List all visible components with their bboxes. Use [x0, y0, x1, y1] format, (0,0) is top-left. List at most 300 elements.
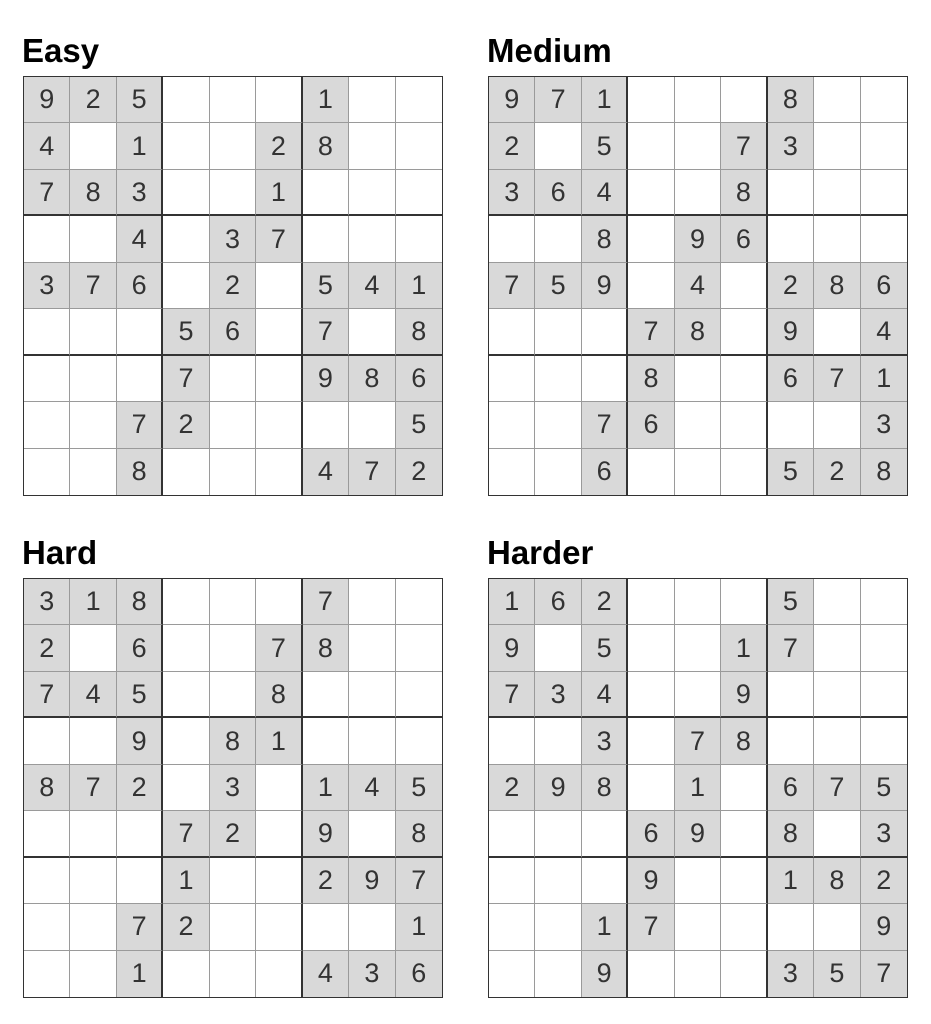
empty-cell[interactable] [256, 951, 302, 997]
given-cell: 2 [303, 858, 349, 904]
empty-cell[interactable] [349, 811, 395, 857]
empty-cell[interactable] [396, 216, 442, 262]
given-cell: 1 [721, 625, 767, 671]
given-cell: 7 [117, 904, 163, 950]
empty-cell[interactable] [768, 216, 814, 262]
given-cell: 8 [396, 309, 442, 355]
empty-cell[interactable] [535, 216, 581, 262]
empty-cell[interactable] [24, 811, 70, 857]
given-cell: 2 [210, 263, 256, 309]
empty-cell[interactable] [489, 216, 535, 262]
given-cell: 6 [396, 951, 442, 997]
given-cell: 2 [24, 625, 70, 671]
empty-cell[interactable] [628, 625, 674, 671]
given-cell: 7 [117, 402, 163, 448]
given-cell: 9 [489, 625, 535, 671]
empty-cell[interactable] [70, 123, 116, 169]
empty-cell[interactable] [349, 216, 395, 262]
empty-cell[interactable] [768, 672, 814, 718]
given-cell: 8 [303, 625, 349, 671]
empty-cell[interactable] [721, 263, 767, 309]
empty-cell[interactable] [721, 579, 767, 625]
given-cell: 3 [861, 811, 907, 857]
given-cell: 8 [675, 309, 721, 355]
given-cell: 9 [303, 356, 349, 402]
empty-cell[interactable] [721, 765, 767, 811]
given-cell: 2 [163, 402, 209, 448]
empty-cell[interactable] [814, 309, 860, 355]
given-cell: 6 [628, 811, 674, 857]
empty-cell[interactable] [721, 356, 767, 402]
given-cell: 7 [535, 77, 581, 123]
given-cell: 7 [24, 170, 70, 216]
puzzle-harder [488, 536, 908, 998]
empty-cell[interactable] [70, 904, 116, 950]
sudoku-grid [23, 578, 443, 998]
given-cell: 8 [396, 811, 442, 857]
given-cell: 3 [489, 170, 535, 216]
given-cell: 9 [675, 811, 721, 857]
given-cell: 9 [628, 858, 674, 904]
given-cell: 2 [489, 123, 535, 169]
empty-cell[interactable] [814, 170, 860, 216]
empty-cell[interactable] [163, 765, 209, 811]
given-cell: 5 [768, 579, 814, 625]
empty-cell[interactable] [70, 402, 116, 448]
empty-cell[interactable] [303, 216, 349, 262]
given-cell: 3 [582, 718, 628, 764]
empty-cell[interactable] [861, 216, 907, 262]
given-cell: 5 [396, 765, 442, 811]
empty-cell[interactable] [675, 672, 721, 718]
empty-cell[interactable] [628, 216, 674, 262]
empty-cell[interactable] [163, 216, 209, 262]
empty-cell[interactable] [210, 672, 256, 718]
empty-cell[interactable] [70, 309, 116, 355]
given-cell: 1 [675, 765, 721, 811]
given-cell: 4 [303, 951, 349, 997]
given-cell: 3 [210, 765, 256, 811]
empty-cell[interactable] [628, 765, 674, 811]
empty-cell[interactable] [489, 309, 535, 355]
empty-cell[interactable] [349, 672, 395, 718]
empty-cell[interactable] [24, 216, 70, 262]
empty-cell[interactable] [163, 170, 209, 216]
empty-cell[interactable] [349, 904, 395, 950]
empty-cell[interactable] [117, 858, 163, 904]
given-cell: 8 [24, 765, 70, 811]
given-cell: 1 [396, 904, 442, 950]
given-cell: 7 [163, 356, 209, 402]
empty-cell[interactable] [24, 402, 70, 448]
empty-cell[interactable] [535, 356, 581, 402]
empty-cell[interactable] [70, 625, 116, 671]
given-cell: 9 [582, 263, 628, 309]
empty-cell[interactable] [70, 858, 116, 904]
empty-cell[interactable] [210, 170, 256, 216]
given-cell: 8 [117, 449, 163, 495]
given-cell: 3 [768, 951, 814, 997]
empty-cell[interactable] [535, 718, 581, 764]
given-cell: 8 [117, 579, 163, 625]
empty-cell[interactable] [210, 356, 256, 402]
empty-cell[interactable] [256, 356, 302, 402]
empty-cell[interactable] [70, 811, 116, 857]
given-cell: 2 [210, 811, 256, 857]
empty-cell[interactable] [303, 718, 349, 764]
empty-cell[interactable] [210, 625, 256, 671]
given-cell: 9 [489, 77, 535, 123]
empty-cell[interactable] [721, 811, 767, 857]
empty-cell[interactable] [396, 579, 442, 625]
empty-cell[interactable] [349, 579, 395, 625]
empty-cell[interactable] [721, 951, 767, 997]
given-cell: 4 [861, 309, 907, 355]
empty-cell[interactable] [675, 951, 721, 997]
given-cell: 6 [210, 309, 256, 355]
empty-cell[interactable] [861, 625, 907, 671]
given-cell: 3 [210, 216, 256, 262]
empty-cell[interactable] [256, 811, 302, 857]
empty-cell[interactable] [256, 77, 302, 123]
given-cell: 7 [70, 765, 116, 811]
given-cell: 8 [582, 765, 628, 811]
given-cell: 1 [396, 263, 442, 309]
empty-cell[interactable] [628, 951, 674, 997]
given-cell: 5 [768, 449, 814, 495]
empty-cell[interactable] [814, 625, 860, 671]
empty-cell[interactable] [70, 449, 116, 495]
empty-cell[interactable] [675, 858, 721, 904]
given-cell: 1 [582, 904, 628, 950]
empty-cell[interactable] [535, 904, 581, 950]
empty-cell[interactable] [396, 625, 442, 671]
empty-cell[interactable] [163, 77, 209, 123]
empty-cell[interactable] [814, 718, 860, 764]
given-cell: 6 [861, 263, 907, 309]
empty-cell[interactable] [256, 858, 302, 904]
empty-cell[interactable] [210, 858, 256, 904]
empty-cell[interactable] [861, 77, 907, 123]
empty-cell[interactable] [535, 858, 581, 904]
given-cell: 3 [535, 672, 581, 718]
given-cell: 8 [721, 170, 767, 216]
empty-cell[interactable] [117, 309, 163, 355]
given-cell: 8 [303, 123, 349, 169]
empty-cell[interactable] [489, 449, 535, 495]
empty-cell[interactable] [303, 904, 349, 950]
empty-cell[interactable] [721, 904, 767, 950]
empty-cell[interactable] [861, 123, 907, 169]
empty-cell[interactable] [349, 309, 395, 355]
given-cell: 8 [861, 449, 907, 495]
given-cell: 1 [861, 356, 907, 402]
empty-cell[interactable] [163, 449, 209, 495]
given-cell: 9 [675, 216, 721, 262]
given-cell: 5 [117, 77, 163, 123]
puzzle-title: Easy [22, 32, 100, 69]
given-cell: 8 [582, 216, 628, 262]
empty-cell[interactable] [675, 77, 721, 123]
empty-cell[interactable] [675, 356, 721, 402]
empty-cell[interactable] [349, 625, 395, 671]
empty-cell[interactable] [303, 170, 349, 216]
given-cell: 2 [582, 579, 628, 625]
given-cell: 4 [24, 123, 70, 169]
empty-cell[interactable] [721, 77, 767, 123]
given-cell: 6 [768, 765, 814, 811]
given-cell: 6 [117, 625, 163, 671]
given-cell: 3 [861, 402, 907, 448]
empty-cell[interactable] [535, 309, 581, 355]
given-cell: 7 [489, 672, 535, 718]
empty-cell[interactable] [814, 579, 860, 625]
given-cell: 4 [349, 765, 395, 811]
empty-cell[interactable] [210, 402, 256, 448]
given-cell: 4 [675, 263, 721, 309]
puzzle-medium [488, 34, 908, 496]
empty-cell[interactable] [489, 718, 535, 764]
puzzle-title: Medium [487, 32, 612, 69]
given-cell: 5 [861, 765, 907, 811]
empty-cell[interactable] [70, 951, 116, 997]
empty-cell[interactable] [628, 579, 674, 625]
empty-cell[interactable] [70, 718, 116, 764]
empty-cell[interactable] [861, 672, 907, 718]
sudoku-grid [488, 578, 908, 998]
given-cell: 1 [117, 123, 163, 169]
empty-cell[interactable] [861, 579, 907, 625]
empty-cell[interactable] [721, 309, 767, 355]
empty-cell[interactable] [768, 170, 814, 216]
given-cell: 6 [535, 170, 581, 216]
given-cell: 7 [768, 625, 814, 671]
empty-cell[interactable] [675, 449, 721, 495]
puzzle-easy [23, 34, 443, 496]
given-cell: 3 [24, 263, 70, 309]
empty-cell[interactable] [210, 449, 256, 495]
given-cell: 7 [396, 858, 442, 904]
empty-cell[interactable] [163, 579, 209, 625]
empty-cell[interactable] [582, 811, 628, 857]
empty-cell[interactable] [396, 123, 442, 169]
empty-cell[interactable] [256, 449, 302, 495]
given-cell: 8 [768, 811, 814, 857]
empty-cell[interactable] [256, 263, 302, 309]
empty-cell[interactable] [70, 356, 116, 402]
empty-cell[interactable] [303, 402, 349, 448]
empty-cell[interactable] [117, 811, 163, 857]
given-cell: 1 [303, 765, 349, 811]
empty-cell[interactable] [256, 904, 302, 950]
given-cell: 7 [70, 263, 116, 309]
given-cell: 4 [303, 449, 349, 495]
empty-cell[interactable] [349, 402, 395, 448]
empty-cell[interactable] [535, 951, 581, 997]
empty-cell[interactable] [396, 718, 442, 764]
given-cell: 9 [24, 77, 70, 123]
given-cell: 6 [628, 402, 674, 448]
empty-cell[interactable] [582, 309, 628, 355]
given-cell: 9 [349, 858, 395, 904]
given-cell: 1 [489, 579, 535, 625]
empty-cell[interactable] [256, 765, 302, 811]
empty-cell[interactable] [349, 77, 395, 123]
empty-cell[interactable] [721, 858, 767, 904]
empty-cell[interactable] [721, 449, 767, 495]
given-cell: 8 [814, 263, 860, 309]
empty-cell[interactable] [210, 123, 256, 169]
empty-cell[interactable] [210, 77, 256, 123]
empty-cell[interactable] [628, 449, 674, 495]
given-cell: 7 [24, 672, 70, 718]
empty-cell[interactable] [814, 811, 860, 857]
given-cell: 7 [163, 811, 209, 857]
given-cell: 6 [768, 356, 814, 402]
empty-cell[interactable] [721, 402, 767, 448]
given-cell: 9 [861, 904, 907, 950]
empty-cell[interactable] [628, 672, 674, 718]
empty-cell[interactable] [163, 951, 209, 997]
empty-cell[interactable] [768, 718, 814, 764]
empty-cell[interactable] [396, 170, 442, 216]
empty-cell[interactable] [24, 951, 70, 997]
empty-cell[interactable] [675, 579, 721, 625]
empty-cell[interactable] [814, 402, 860, 448]
given-cell: 2 [489, 765, 535, 811]
empty-cell[interactable] [675, 904, 721, 950]
empty-cell[interactable] [814, 123, 860, 169]
given-cell: 6 [721, 216, 767, 262]
empty-cell[interactable] [768, 402, 814, 448]
given-cell: 6 [117, 263, 163, 309]
empty-cell[interactable] [396, 77, 442, 123]
given-cell: 5 [163, 309, 209, 355]
given-cell: 5 [535, 263, 581, 309]
empty-cell[interactable] [256, 402, 302, 448]
empty-cell[interactable] [535, 402, 581, 448]
empty-cell[interactable] [24, 356, 70, 402]
empty-cell[interactable] [628, 718, 674, 764]
empty-cell[interactable] [117, 356, 163, 402]
empty-cell[interactable] [163, 263, 209, 309]
given-cell: 7 [489, 263, 535, 309]
empty-cell[interactable] [349, 170, 395, 216]
empty-cell[interactable] [535, 625, 581, 671]
empty-cell[interactable] [675, 170, 721, 216]
empty-cell[interactable] [303, 672, 349, 718]
given-cell: 2 [861, 858, 907, 904]
given-cell: 2 [70, 77, 116, 123]
empty-cell[interactable] [489, 904, 535, 950]
empty-cell[interactable] [489, 356, 535, 402]
empty-cell[interactable] [861, 718, 907, 764]
empty-cell[interactable] [24, 858, 70, 904]
empty-cell[interactable] [256, 309, 302, 355]
empty-cell[interactable] [70, 216, 116, 262]
given-cell: 4 [582, 170, 628, 216]
given-cell: 4 [582, 672, 628, 718]
empty-cell[interactable] [349, 123, 395, 169]
given-cell: 1 [117, 951, 163, 997]
empty-cell[interactable] [349, 718, 395, 764]
given-cell: 9 [535, 765, 581, 811]
given-cell: 9 [582, 951, 628, 997]
empty-cell[interactable] [675, 123, 721, 169]
empty-cell[interactable] [628, 77, 674, 123]
empty-cell[interactable] [768, 904, 814, 950]
empty-cell[interactable] [163, 672, 209, 718]
empty-cell[interactable] [814, 77, 860, 123]
given-cell: 2 [256, 123, 302, 169]
empty-cell[interactable] [24, 904, 70, 950]
given-cell: 9 [303, 811, 349, 857]
empty-cell[interactable] [582, 858, 628, 904]
empty-cell[interactable] [489, 951, 535, 997]
given-cell: 3 [349, 951, 395, 997]
empty-cell[interactable] [24, 718, 70, 764]
empty-cell[interactable] [489, 811, 535, 857]
empty-cell[interactable] [256, 579, 302, 625]
given-cell: 1 [768, 858, 814, 904]
empty-cell[interactable] [210, 579, 256, 625]
empty-cell[interactable] [489, 402, 535, 448]
empty-cell[interactable] [675, 402, 721, 448]
empty-cell[interactable] [210, 951, 256, 997]
given-cell: 5 [814, 951, 860, 997]
empty-cell[interactable] [24, 309, 70, 355]
given-cell: 7 [303, 579, 349, 625]
given-cell: 2 [163, 904, 209, 950]
given-cell: 7 [349, 449, 395, 495]
given-cell: 2 [768, 263, 814, 309]
given-cell: 1 [163, 858, 209, 904]
given-cell: 8 [70, 170, 116, 216]
given-cell: 7 [582, 402, 628, 448]
empty-cell[interactable] [210, 904, 256, 950]
empty-cell[interactable] [163, 123, 209, 169]
given-cell: 3 [24, 579, 70, 625]
given-cell: 5 [303, 263, 349, 309]
given-cell: 5 [582, 625, 628, 671]
empty-cell[interactable] [675, 625, 721, 671]
empty-cell[interactable] [861, 170, 907, 216]
empty-cell[interactable] [814, 216, 860, 262]
empty-cell[interactable] [628, 123, 674, 169]
empty-cell[interactable] [535, 123, 581, 169]
given-cell: 7 [628, 309, 674, 355]
empty-cell[interactable] [814, 672, 860, 718]
sudoku-grid [23, 76, 443, 496]
given-cell: 7 [303, 309, 349, 355]
given-cell: 7 [675, 718, 721, 764]
given-cell: 8 [349, 356, 395, 402]
empty-cell[interactable] [396, 672, 442, 718]
given-cell: 3 [117, 170, 163, 216]
empty-cell[interactable] [628, 170, 674, 216]
empty-cell[interactable] [489, 858, 535, 904]
empty-cell[interactable] [628, 263, 674, 309]
given-cell: 1 [70, 579, 116, 625]
puzzle-hard [23, 536, 443, 998]
empty-cell[interactable] [535, 811, 581, 857]
empty-cell[interactable] [163, 718, 209, 764]
empty-cell[interactable] [163, 625, 209, 671]
empty-cell[interactable] [24, 449, 70, 495]
empty-cell[interactable] [535, 449, 581, 495]
empty-cell[interactable] [582, 356, 628, 402]
empty-cell[interactable] [814, 904, 860, 950]
